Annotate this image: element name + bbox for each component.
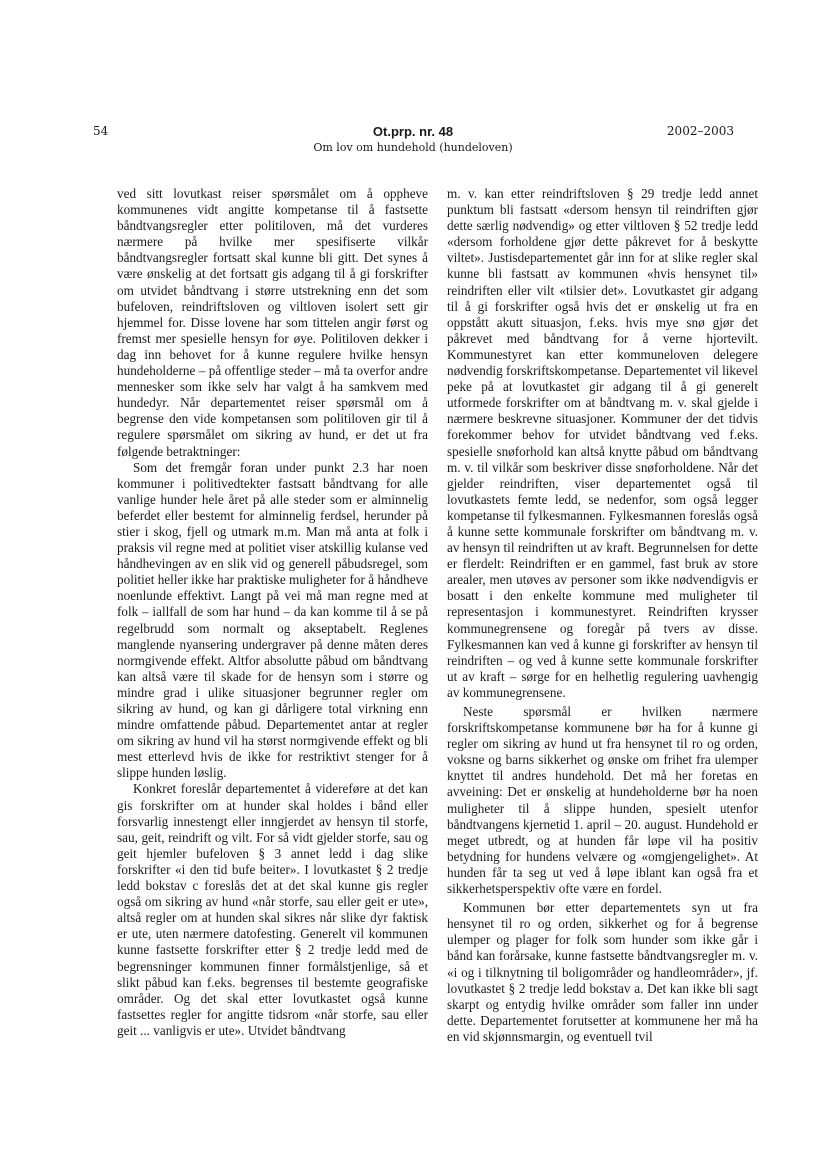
- right-text-column: [447, 186, 758, 1045]
- page-number: 54: [93, 124, 109, 138]
- paragraph: m. v. kan etter reindriftsloven § 29 tredje ledd annet punktum bli fastsatt «dersom hensyn til reindriften gjør dette særlig nødvendig» og etter viltloven § 52 tredje ledd «dersom forholdene gjør dette påkrevet for å beskytte viltet». Justisdepartementet går inn for at slike regler skal kunne bli fastsatt av kommunen «hvis hensynet til» reindriften eller vilt «tilsier det». Lovutkastet gir adgang til å gi forskrifter også hvis det er ønskelig ut fra en oppstått akutt situasjon, f.eks. hvis mye snø gjør det påkrevet med båndtvang for å verne hjortevilt. Kommunestyret kan etter kommuneloven delegere nødvendig forskriftskompetanse. Departementet vil likevel peke på at lovutkastet gir adgang til å gi generelt utformede forskrifter om at båndtvang m. v. skal gjelde i nærmere beskrevne situasjoner. Kommuner der det tidvis forekommer behov for utvidet båndtvang ved f.eks. spesielle snøforhold kan altså knytte påbud om båndtvang m. v. til vilkår som beskriver disse snøforholdene. Når det gjelder reindriften, viser departementet også til lovutkastets femte ledd, se nedenfor, som også legger kompetanse til fylkesmannen. Fylkesmannen foreslås også å kunne sette kommunale forskrifter om båndtvang m. v. av hensyn til reindriften ut av kraft. Begrunnelsen for dette er flerdelt: Reindriften er en gammel, fast bruk av store arealer, men utøves av personer som ikke nødvendigvis er bosatt i den enkelte kommune med muligheter til representasjon i kommunestyret. Reindriften krysser kommunegrensene og foregår på tvers av disse. Fylkesmannen kan ved å kunne gi forskrifter av hensyn til reindriften – og ved å kunne sette kommunale forskrifter ut av kraft – sørge for en helhetlig regulering uavhengig av kommunegrensene.: [447, 186, 758, 700]
- paragraph: Som det fremgår foran under punkt 2.3 har noen kommuner i politivedtekter fastsatt båndtvang for alle vanlige hunder hele året på alle steder som er alminnelig beferdet eller bestemt for alminnelig ferdsel, herunder på stier i skog, fjell og utmark m.m. Man må anta at folk i praksis vil regne med at politiet viser atskillig kulanse ved håndhevingen av en slik vid og generell påbudsregel, som politiet heller ikke har praktiske muligheter for å håndheve noenlunde effektivt. Langt på vei må man regne med at folk – iallfall de som har hund – da kan komme til å se på regelbrudd som normalt og akseptabelt. Reglenes manglende nyansering undergraver på denne måten deres normgivende effekt. Altfor absolutte påbud om båndtvang kan altså være til skade for de hensyn som i større og mindre grad i ulike situasjoner begrunner regler om sikring av hund, og kan gi dårligere total virkning enn mindre omfattende påbud. Departementet antar at regler om sikring av hund vil ha størst normgivende effekt og bli mest etterlevd hvis de ikke for restriktivt stenger for å slippe hunden løslig.: [117, 459, 428, 781]
- left-text-column: [117, 186, 428, 1039]
- document-title: Ot.prp. nr. 48: [372, 124, 454, 139]
- paragraph: ved sitt lovutkast reiser spørsmålet om å oppheve kommunenes vidt angitte kompetanse til å fastsette båndtvangsregler etter politiloven, må det vurderes nærmere på hvilke mer spesifiserte vilkår båndtvangsregler fortsatt skal kunne bli gitt. Det synes å være ønskelig at det fortsatt gis adgang til å gi forskrifter om utvidet båndtvang i større utstrekning enn det som bufeloven, reindriftsloven og viltloven isolert sett gir hjemmel for. Disse lovene har som tittelen angir først og fremst mer spesielle hensyn for øye. Politiloven dekker i dag inn behovet for å kunne regulere hvilke hensyn hundeholderne – på offentlige steder – må ta overfor andre mennesker som ikke selv har valgt å ha samkvem med hundedyr. Når departementet reiser spørsmål om å begrense den vide kompetansen som politiloven gir til å regulere spørsmålet om sikring av hund, er det ut fra følgende betraktninger:: [117, 186, 428, 459]
- paragraph: Neste spørsmål er hvilken nærmere forskriftskompetanse kommunene bør ha for å kunne gi regler om sikring av hund ut fra hensynet til ro og orden, voksne og barns sikkerhet og ønske om frihet fra ulemper knyttet til andres hundehold. Det må her foretas en avveining: Det er ønskelig at hundeholderne bør ha noen muligheter til å slippe hunden, spesielt utenfor båndtvangens kjernetid 1. april – 20. august. Hundehold er meget utbredt, og at hunden får løpe vil ha positiv betydning for hundens velvære og «omgjengelighet». At hunden får ta seg ut ved å løpe iblant kan også fra et sikkerhetsperspektiv ofte være en fordel.: [447, 704, 758, 897]
- paragraph: Kommunen bør etter departementets syn ut fra hensynet til ro og orden, sikkerhet og for å begrense ulemper og plager for folk som hunder som ikke går i bånd kan forårsake, kunne fastsette båndtvangsregler m. v. «i og i tilknytning til boligområder og handleområder», jf. lovutkastet § 2 tredje ledd bokstav a. Det kan ikke bli sagt skarpt og entydig hvilke områder som faller inn under dette. Departementet forutsetter at kommunene her må ha en vid skjønnsmargin, og eventuell tvil: [447, 900, 758, 1044]
- document-subtitle: Om lov om hundehold (hundeloven): [313, 141, 513, 154]
- paragraph: Konkret foreslår departementet å videreføre at det kan gis forskrifter om at hunder skal holdes i bånd eller forsvarlig innestengt eller inngjerdet av hensyn til storfe, sau, geit, reindrift og vilt. For så vidt gjelder storfe, sau og geit hjemler bufeloven § 3 annet ledd i dag slike forskrifter «i den tid bufe beiter». I lovutkastet § 2 tredje ledd bokstav c foreslås det at det skal kunne gis regler også om sikring av hund «når storfe, sau eller geit er ute», altså regler om at hunden skal sikres når slike dyr faktisk er ute, uten nærmere datofesting. Generelt vil kommunen kunne fastsette forskrifter etter § 2 tredje ledd med de begrensninger kommunen finner formålstjenlige, så et slikt påbud kan f.eks. begrenses til bestemte geografiske områder. Og det skal etter lovutkastet også kunne fastsettes regler for angitte tidsrom «når storfe, sau eller geit ... vanligvis er ute». Utvidet båndtvang: [117, 781, 428, 1038]
- document-year: 2002–2003: [666, 124, 734, 138]
